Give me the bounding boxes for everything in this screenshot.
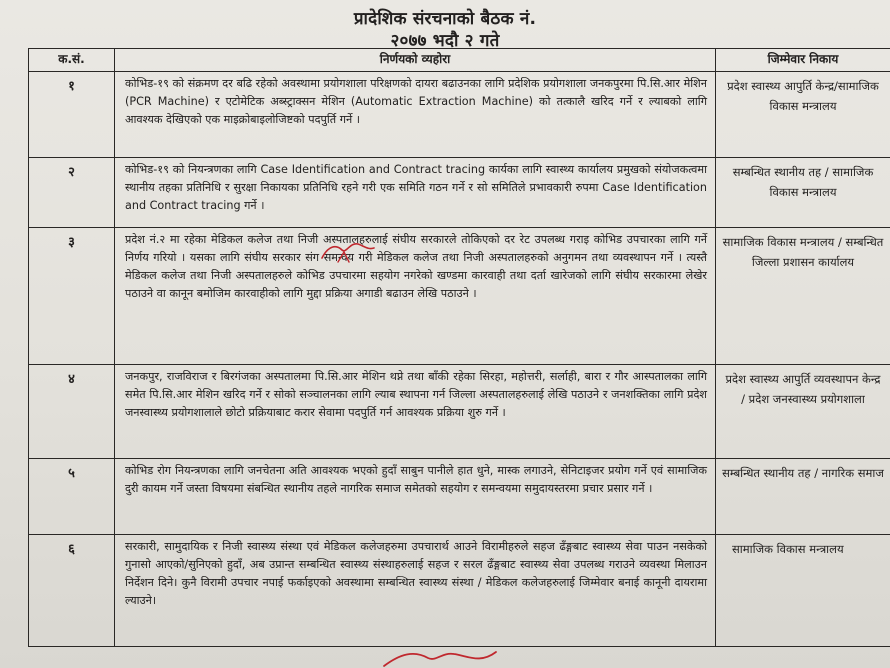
table-row [29,72,890,158]
document-title: प्रादेशिक संरचनाको बैठक नं. [353,9,537,29]
row-decision: सरकारी, सामुदायिक र निजी स्वास्थ्य संस्था एवं मेडिकल कलेजहरुमा उपचारार्थ आउने विरामीहरुले सहज ढँङ्गबाट स्वास्थ्य सेवा पाउन नसकेको गुनासो आएको/सुनिएको हुदाँ, अब उप्रान्त सम्बन्धित स्वास्थ्य संस्थाहरुलाई सहज र सरल ढँङ्गबाट स्वास्थ्य सेवा उपलब्ध गराउने व्यवस्था मिलाउन निर्देशन दिने। कुनै विरामी उपचार नपाई फर्काइएको अवस्थामा सम्बन्धित स्वास्थ्य संस्था / मेडिकल कलेजहरुलाई जिम्मेवार बनाई कानूनी दायरामा ल्याउने। [115,535,716,647]
column-header-responsible: जिम्मेवार निकाय [716,49,890,72]
table-header-row [29,49,890,72]
row-serial: ३ [29,228,115,365]
decisions-table [28,48,890,647]
row-decision: प्रदेश नं.२ मा रहेका मेडिकल कलेज तथा निजी अस्पतालहरुलाई संघीय सरकारले तोकिएको दर रेट उपलब्ध गराइ कोभिड उपचारका लागि गर्ने निर्णय गरियो । यसका लागि संघीय सरकार संग समन्वय गरी मेडिकल कलेज तथा निजी अस्पतालहरुको अनुगमन तथा व्यवस्थापन गर्ने । त्यस्तै मेडिकल कलेज तथा निजी अस्पतालहरुले कोभिड उपचारमा सहयोग नगरेको खण्डमा कारवाही तथा दर्ता खारेजको लागि संघीय सरकारमा लेखेर पठाउने वा कानून बमोजिम कारवाहीको लागि मुद्दा प्रक्रिया अगाडी बढाउन लेखि पठाउने । [115,228,716,365]
table-row [29,459,890,535]
table-row [29,535,890,647]
column-header-serial: क.सं. [29,49,115,72]
table-row [29,158,890,228]
row-serial: ५ [29,459,115,535]
row-serial: २ [29,158,115,228]
row-serial: ४ [29,365,115,459]
row-decision: जनकपुर, राजविराज र बिरगंजका अस्पतालमा पि.सि.आर मेशिन थप्ने तथा बाँकी रहेका सिरहा, महोत्तरी, सर्लाही, बारा र गौर आस्पतालका लागि समेत पि.सि.आर मेशिन खरिद गर्ने र सोको सञ्चालनका लागि ल्याब स्थापना गर्न जिल्ला अस्पतालहरुलाई लेखि पठाउने र जनशक्तिका लागि प्रदेश जनस्वास्थ्य प्रयोगशालाले छोटो प्रक्रियाबाट करार सेवामा पदपुर्ति गर्न आवश्यक प्रक्रिया शुरु गर्ने । [115,365,716,459]
row-responsible: सम्बन्धित स्थानीय तह / सामाजिक विकास मन्त्रालय [716,158,890,228]
row-serial: १ [29,72,115,158]
row-responsible: सम्बन्धित स्थानीय तह / नागरिक समाज [716,459,890,535]
document-date: २०७७ भदौ २ गते [390,31,500,51]
row-decision: कोभिड-१९ को नियन्त्रणका लागि Case Identification and Contract tracing कार्यका लागि स्वास्थ्य कार्यालय प्रमुखको संयोजकत्वमा स्थानीय तहका प्रतिनिधि र सुरक्षा निकायका प्रतिनिधि रहने गरी एक समिति गठन गर्ने र सो समितिले प्रभावकारी रुपमा Case Identification and Contract tracing गर्ने । [115,158,716,228]
row-serial: ६ [29,535,115,647]
row-responsible: सामाजिक विकास मन्त्रालय [716,535,890,647]
row-responsible: सामाजिक विकास मन्त्रालय / सम्बन्धित जिल्ला प्रशासन कार्यालय [716,228,890,365]
row-responsible: प्रदेश स्वास्थ्य आपुर्ति व्यवस्थापन केन्द्र / प्रदेश जनस्वास्थ्य प्रयोगशाला [716,365,890,459]
row-decision: कोभिड रोग नियन्त्रणका लागि जनचेतना अति आवश्यक भएको हुदाँ साबुन पानीले हात धुने, मास्क लगाउने, सेनिटाइजर प्रयोग गर्ने एवं सामाजिक दुरी कायम गर्ने जस्ता विषयमा संबन्धित स्थानीय तहले नागरिक समाज समेतको सहयोग र समन्वयमा समुदायस्तरमा प्रचार प्रसार गर्ने । [115,459,716,535]
table-row [29,365,890,459]
handwritten-signature [380,648,500,668]
table-row [29,228,890,365]
row-decision: कोभिड-१९ को संक्रमण दर बढि रहेको अवस्थामा प्रयोगशाला परिक्षणको दायरा बढाउनका लागि प्रदेशिक प्रयोगशाला जनकपुरमा पि.सि.आर मेशिन (PCR Machine) र एटोमेटिक अब्स्ट्राक्सन मेशिन (Automatic Extraction Machine) को तत्कालै खरिद गर्ने र ल्याबको लागि आवश्यक देखिएको एक माइक्रोबाइलोजिष्टको पदपुर्ति गर्ने । [115,72,716,158]
column-header-decision: निर्णयको व्यहोरा [115,49,716,72]
row-responsible: प्रदेश स्वास्थ्य आपुर्ति केन्द्र/सामाजिक विकास मन्त्रालय [716,72,890,158]
